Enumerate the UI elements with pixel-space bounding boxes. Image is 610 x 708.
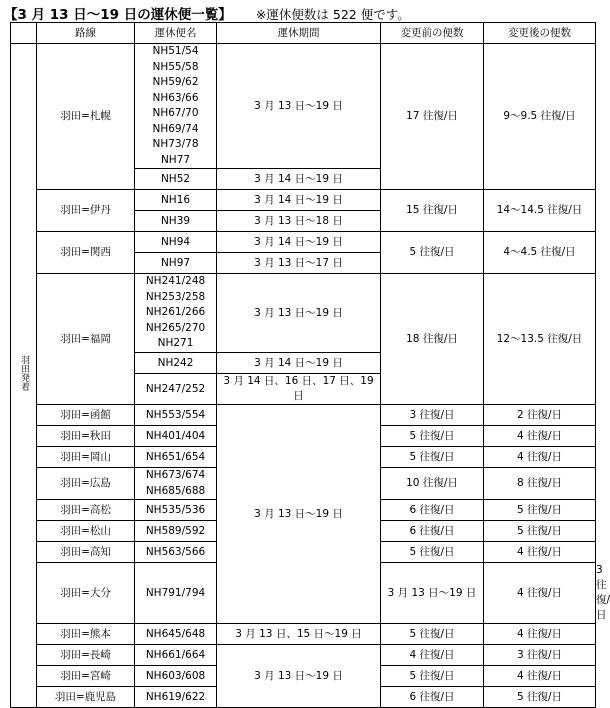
flight-number: NH261/266 bbox=[145, 306, 206, 319]
table-row bbox=[11, 645, 596, 666]
route-cell: 羽田=松山 bbox=[37, 521, 135, 542]
period-cell: 3 月 13 日～17 日 bbox=[217, 253, 381, 274]
flight-cell bbox=[135, 44, 217, 169]
after-cell: 4 往復/日 bbox=[484, 447, 596, 468]
flight-cell bbox=[135, 274, 217, 353]
route-cell: 羽田=鹿児島 bbox=[37, 687, 135, 708]
header-after: 変更後の便数 bbox=[484, 23, 596, 44]
flight-cell: NH603/608 bbox=[135, 666, 217, 687]
before-cell: 4 往復/日 bbox=[381, 645, 484, 666]
flight-number: NH673/674 bbox=[145, 469, 206, 481]
flight-cell: NH94 bbox=[135, 232, 217, 253]
after-cell: 5 往復/日 bbox=[484, 687, 596, 708]
flight-number: NH63/66 bbox=[152, 91, 199, 104]
route-cell: 羽田=岡山 bbox=[37, 447, 135, 468]
after-cell: 4 往復/日 bbox=[484, 666, 596, 687]
header-before: 変更前の便数 bbox=[381, 23, 484, 44]
period-cell: 3 月 13 日～19 日 bbox=[381, 563, 484, 624]
route-cell: 羽田=広島 bbox=[37, 468, 135, 500]
route-cell: 羽田=関西 bbox=[37, 232, 135, 274]
flight-cell: NH553/554 bbox=[135, 405, 217, 426]
table-row bbox=[11, 405, 596, 426]
before-cell: 6 往復/日 bbox=[381, 687, 484, 708]
route-cell: 羽田=長崎 bbox=[37, 645, 135, 666]
flight-number: NH69/74 bbox=[152, 122, 199, 135]
period-cell: 3 月 13 日、15 日～19 日 bbox=[217, 624, 381, 645]
after-cell: 4 往復/日 bbox=[484, 542, 596, 563]
before-cell: 5 往復/日 bbox=[381, 624, 484, 645]
flight-cell: NH589/592 bbox=[135, 521, 217, 542]
flight-number: NH73/78 bbox=[152, 138, 199, 150]
period-cell: 3 月 13 日～19 日 bbox=[217, 44, 381, 169]
before-cell: 5 往復/日 bbox=[381, 426, 484, 447]
before-cell: 4 往復/日 bbox=[484, 563, 596, 624]
table-row bbox=[11, 232, 596, 253]
before-cell: 17 往復/日 bbox=[381, 44, 484, 190]
flight-number: NH51/54 bbox=[152, 45, 199, 57]
header-period: 運休期間 bbox=[217, 23, 381, 44]
after-cell: 4 往復/日 bbox=[484, 426, 596, 447]
table-row bbox=[11, 274, 596, 353]
route-cell: 羽田=札幌 bbox=[37, 44, 135, 190]
header-route: 路線 bbox=[37, 23, 135, 44]
flight-cell: NH247/252 bbox=[135, 374, 217, 405]
cancellation-note: ※運休便数は 522 便です。 bbox=[255, 7, 410, 22]
before-cell: 3 往復/日 bbox=[381, 405, 484, 426]
after-cell: 9～9.5 往復/日 bbox=[484, 44, 596, 190]
flight-number: NH685/688 bbox=[145, 484, 206, 497]
table-row bbox=[11, 624, 596, 645]
after-cell: 8 往復/日 bbox=[484, 468, 596, 500]
before-cell: 6 往復/日 bbox=[381, 521, 484, 542]
flight-cell: NH645/648 bbox=[135, 624, 217, 645]
route-cell: 羽田=高知 bbox=[37, 542, 135, 563]
flight-number: NH59/62 bbox=[152, 76, 199, 88]
flight-cell bbox=[135, 468, 217, 500]
flight-number: NH241/248 bbox=[145, 275, 206, 288]
flight-cell: NH401/404 bbox=[135, 426, 217, 447]
flight-number: NH55/58 bbox=[152, 60, 199, 73]
group-label: 羽田発着 bbox=[19, 354, 29, 391]
flight-number: NH77 bbox=[160, 153, 191, 166]
table-row bbox=[11, 44, 596, 169]
period-cell: 3 月 13 日～19 日 bbox=[217, 274, 381, 353]
route-cell: 羽田=福岡 bbox=[37, 274, 135, 405]
period-cell: 3 月 14 日～19 日 bbox=[217, 232, 381, 253]
after-cell: 2 往復/日 bbox=[484, 405, 596, 426]
flight-cell: NH791/794 bbox=[135, 563, 217, 624]
before-cell: 18 往復/日 bbox=[381, 274, 484, 405]
route-cell: 羽田=大分 bbox=[37, 563, 135, 624]
route-cell: 羽田=高松 bbox=[37, 500, 135, 521]
title-row bbox=[4, 3, 599, 21]
route-cell: 羽田=伊丹 bbox=[37, 190, 135, 232]
group-label-cell bbox=[11, 44, 37, 708]
period-cell: 3 月 13 日～19 日 bbox=[217, 645, 381, 708]
flight-cell: NH97 bbox=[135, 253, 217, 274]
period-cell: 3 月 13 日～19 日 bbox=[217, 405, 381, 624]
after-cell: 12～13.5 往復/日 bbox=[484, 274, 596, 405]
after-cell: 5 往復/日 bbox=[484, 521, 596, 542]
before-cell: 6 往復/日 bbox=[381, 500, 484, 521]
table-row: 羽田=大分 NH791/794 3 月 13 日～19 日 4 往復/日 3 往復/日 bbox=[11, 563, 596, 624]
period-cell: 3 月 14 日～19 日 bbox=[217, 169, 381, 190]
flight-cell: NH52 bbox=[135, 169, 217, 190]
flight-cell: NH242 bbox=[135, 353, 217, 374]
after-cell: 5 往復/日 bbox=[484, 500, 596, 521]
period-cell: 3 月 14 日、16 日、17 日、19 日 bbox=[217, 374, 381, 405]
after-cell: 4 往復/日 bbox=[484, 624, 596, 645]
flight-cell: NH563/566 bbox=[135, 542, 217, 563]
cancellation-table bbox=[10, 22, 610, 708]
period-cell: 3 月 14 日～19 日 bbox=[217, 353, 381, 374]
before-cell: 5 往復/日 bbox=[381, 232, 484, 274]
header-flight: 運休便名 bbox=[135, 23, 217, 44]
flight-cell: NH39 bbox=[135, 211, 217, 232]
route-cell: 羽田=宮崎 bbox=[37, 666, 135, 687]
header-blank bbox=[11, 23, 37, 44]
flight-number: NH271 bbox=[157, 337, 194, 350]
period-cell: 3 月 14 日～19 日 bbox=[217, 190, 381, 211]
page-title: 【3 月 13 日～19 日の運休便一覧】 bbox=[4, 7, 232, 23]
flight-cell: NH651/654 bbox=[135, 447, 217, 468]
period-cell: 3 月 13 日～18 日 bbox=[217, 211, 381, 232]
flight-number: NH253/258 bbox=[145, 290, 206, 303]
before-cell: 15 往復/日 bbox=[381, 190, 484, 232]
before-cell: 5 往復/日 bbox=[381, 666, 484, 687]
flight-number: NH67/70 bbox=[152, 107, 199, 119]
route-cell: 羽田=熊本 bbox=[37, 624, 135, 645]
flight-cell: NH16 bbox=[135, 190, 217, 211]
flight-number: NH265/270 bbox=[145, 321, 206, 334]
before-cell: 5 往復/日 bbox=[381, 542, 484, 563]
table-row bbox=[11, 190, 596, 211]
route-cell: 羽田=函館 bbox=[37, 405, 135, 426]
before-cell: 10 往復/日 bbox=[381, 468, 484, 500]
before-cell: 5 往復/日 bbox=[381, 447, 484, 468]
flight-cell: NH619/622 bbox=[135, 687, 217, 708]
route-cell: 羽田=秋田 bbox=[37, 426, 135, 447]
after-cell: 14～14.5 往復/日 bbox=[484, 190, 596, 232]
flight-cell: NH661/664 bbox=[135, 645, 217, 666]
after-cell: 3 往復/日 bbox=[484, 645, 596, 666]
after-cell: 4～4.5 往復/日 bbox=[484, 232, 596, 274]
table-header-row bbox=[11, 23, 596, 44]
flight-cell: NH535/536 bbox=[135, 500, 217, 521]
